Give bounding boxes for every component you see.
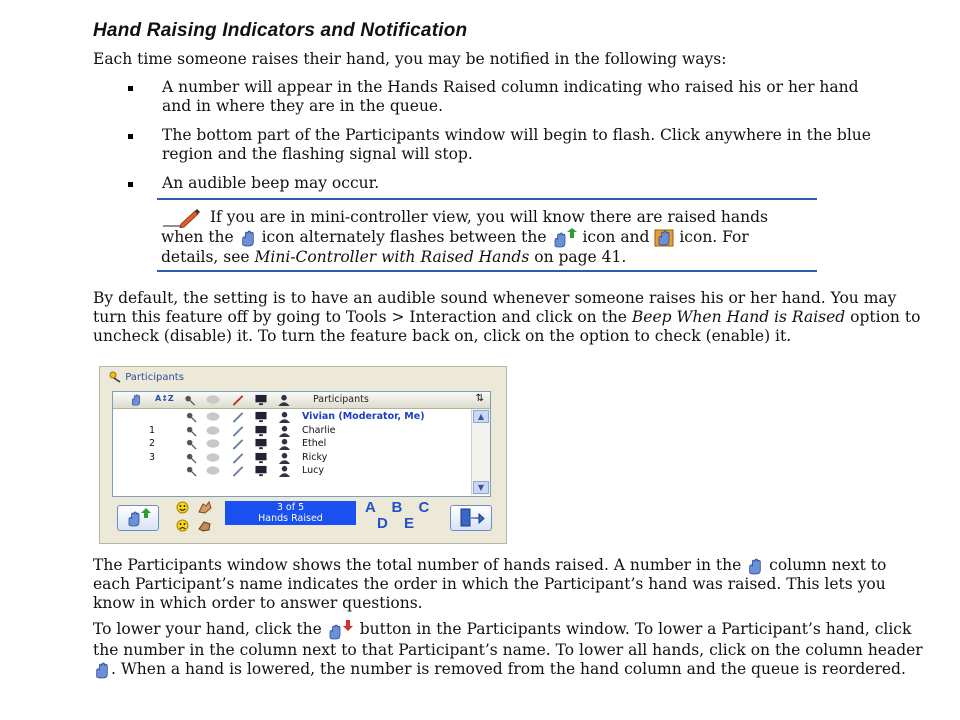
participant-name[interactable]: Ethel — [302, 438, 327, 449]
pencil-column-icon[interactable] — [231, 394, 245, 406]
column-header-hand-icon — [93, 662, 111, 679]
status-letters[interactable]: A B C D E — [365, 499, 436, 532]
participants-list-header — [113, 392, 490, 409]
beep-option-name: Beep When Hand is Raised — [631, 308, 846, 326]
user-icon[interactable] — [278, 465, 291, 480]
note-text-3: icon and — [582, 228, 650, 246]
mic-icon[interactable] — [185, 465, 198, 480]
user-column-icon[interactable] — [277, 394, 291, 406]
note-text-1: If you are in mini-controller view, you will know there are raised hands when the — [161, 208, 769, 246]
hand-order-number[interactable]: 3 — [148, 451, 156, 463]
participants-list[interactable] — [112, 391, 491, 497]
raise-hand-button[interactable] — [117, 505, 159, 531]
scroll-down-icon[interactable]: ▼ — [473, 481, 489, 494]
bullet-icon — [128, 182, 133, 187]
participant-name[interactable]: Vivian (Moderator, Me) — [302, 411, 425, 422]
hands-raised-column-icon — [746, 558, 764, 575]
leave-session-button[interactable] — [450, 505, 492, 531]
list-scrollbar[interactable] — [471, 409, 490, 495]
pencil-icon[interactable] — [231, 465, 245, 480]
table-row[interactable] — [113, 452, 468, 465]
note-box — [157, 198, 817, 272]
flashing-hand-icon — [654, 229, 674, 247]
table-row[interactable] — [113, 465, 468, 478]
list-item: The bottom part of the Participants window will begin to flash. Click anywhere in the blue region and the flashing signal will stop. — [128, 126, 888, 164]
list-item: A number will appear in the Hands Raised column indicating who raised his or her hand and in where they are in the queue. — [128, 78, 888, 116]
table-row[interactable] — [113, 438, 468, 451]
participant-name[interactable]: Lucy — [302, 465, 324, 476]
note-text-5: on page 41. — [534, 248, 627, 266]
raise-hand-arrow-icon — [552, 228, 578, 248]
speed-icon[interactable] — [197, 519, 213, 533]
note-text-2: icon alternately flashes between the — [261, 228, 547, 246]
participant-name[interactable]: Ricky — [302, 451, 328, 463]
list-item: An audible beep may occur. — [128, 174, 888, 193]
participants-window — [99, 366, 507, 544]
beep-setting-paragraph: By default, the setting is to have an audible sound whenever someone raises his or her hand. You may turn this feature off by going to Tools > Interaction and click on the Beep When Hand is Raised option to uncheck (disable) it. To turn the feature back on, click on the option to check (enable) it. — [93, 289, 921, 345]
hand-count-paragraph: The Participants window shows the total number of hands raised. A number in the column next to each Participant’s name indicates the order in which the Participant’s hand was raised. This lets you know in which order to answer questions. — [93, 556, 887, 612]
az-sort-icon[interactable]: A↕Z — [155, 394, 174, 403]
screen-icon[interactable] — [254, 465, 268, 480]
note-link[interactable]: Mini-Controller with Raised Hands — [254, 248, 530, 266]
emoticon-sad-icon[interactable] — [176, 519, 189, 532]
screen-column-icon[interactable] — [254, 394, 268, 406]
section-title: Hand Raising Indicators and Notification — [93, 20, 468, 41]
raised-hand-icon — [239, 230, 257, 247]
bullet-icon — [128, 86, 133, 91]
sort-order-icon[interactable]: ⇅ — [475, 393, 484, 404]
table-row[interactable] — [113, 425, 468, 438]
participant-name[interactable]: Charlie — [302, 424, 336, 436]
emoticon-smile-icon[interactable] — [176, 501, 189, 514]
intro-text: Each time someone raises their hand, you may be notified in the following ways: — [93, 50, 727, 68]
note-text-4: icon. For details, see — [161, 228, 749, 266]
scroll-up-icon[interactable]: ▲ — [473, 410, 489, 423]
hands-raised-column-header-icon[interactable] — [129, 394, 143, 406]
mic-column-icon[interactable] — [183, 394, 197, 406]
exit-door-icon — [459, 508, 485, 528]
participants-window-title: Participants — [108, 371, 184, 383]
lower-hand-icon — [327, 619, 355, 641]
chat-icon[interactable] — [205, 465, 221, 480]
chat-column-icon[interactable] — [205, 394, 221, 406]
table-row[interactable] — [113, 411, 468, 424]
lower-hand-paragraph: To lower your hand, click the button in the Participants window. To lower a Participant’s hand, click the number in the column next to that Participant’s name. To lower all hands, click on the column header . When a hand is lowered, the number is removed from the hand column and the queue is reordered. — [93, 620, 923, 678]
participants-column-header[interactable]: Participants — [313, 394, 369, 405]
applause-icon[interactable] — [197, 500, 213, 514]
hands-raised-count[interactable]: 3 of 5 Hands Raised — [225, 501, 356, 525]
notification-list — [128, 78, 888, 203]
pencil-note-icon — [161, 208, 205, 228]
raise-hand-icon — [126, 508, 152, 528]
hand-order-number[interactable]: 1 — [148, 424, 156, 436]
bullet-icon — [128, 134, 133, 139]
participants-icon — [108, 371, 122, 383]
hand-order-number[interactable]: 2 — [148, 438, 156, 449]
